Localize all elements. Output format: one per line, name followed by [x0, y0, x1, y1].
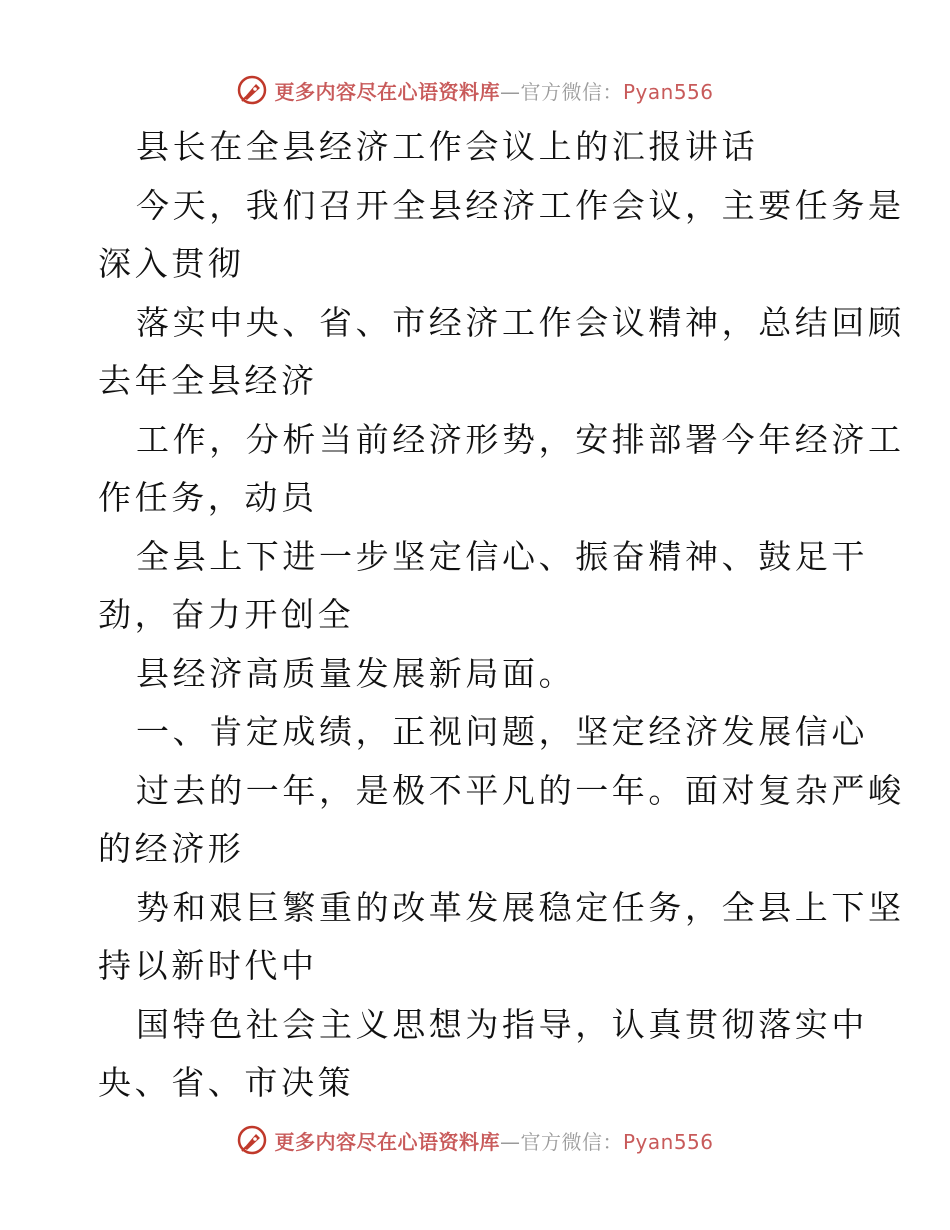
text-line: 一、肯定成绩，正视问题，坚定经济发展信心 [136, 712, 868, 751]
text-line: 县长在全县经济工作会议上的汇报讲话 [136, 127, 759, 166]
text-line: 去年全县经济 [98, 361, 318, 400]
text-line: 劲，奋力开创全 [98, 595, 355, 634]
watermark-text [274, 76, 713, 105]
text-line: 落实中央、省、市经济工作会议精神，总结回顾 [136, 302, 905, 342]
footer-watermark [0, 1120, 950, 1160]
watermark-part2: —官方微信： [499, 1129, 623, 1154]
text-line: 深入贯彻 [98, 244, 245, 283]
watermark-part3: Pyan556 [622, 79, 714, 104]
pen-nib-logo-icon [236, 1124, 268, 1156]
text-line: 的经济形 [98, 829, 245, 868]
watermark-part2: —官方微信： [499, 79, 623, 104]
watermark-text [274, 1126, 713, 1155]
watermark-part1: 更多内容尽在心语资料库 [274, 79, 500, 104]
text-line: 势和艰巨繁重的改革发展稳定任务，全县上下坚 [136, 887, 905, 927]
pen-nib-logo-icon [236, 74, 268, 106]
document-body [98, 118, 905, 1113]
watermark-part3: Pyan556 [622, 1129, 714, 1154]
text-line: 作任务，动员 [98, 478, 318, 517]
text-line: 国特色社会主义思想为指导，认真贯彻落实中 [136, 1004, 868, 1044]
text-line: 央、省、市决策 [98, 1063, 355, 1102]
watermark-part1: 更多内容尽在心语资料库 [274, 1129, 500, 1154]
text-line: 工作，分析当前经济形势，安排部署今年经济工 [136, 419, 905, 459]
text-line: 县经济高质量发展新局面。 [136, 653, 576, 693]
text-line: 今天，我们召开全县经济工作会议，主要任务是 [136, 185, 905, 225]
text-line: 过去的一年，是极不平凡的一年。面对复杂严峻 [136, 770, 905, 810]
text-line: 全县上下进一步坚定信心、振奋精神、鼓足干 [136, 536, 868, 576]
text-line: 持以新时代中 [98, 946, 318, 985]
header-watermark [0, 70, 950, 110]
